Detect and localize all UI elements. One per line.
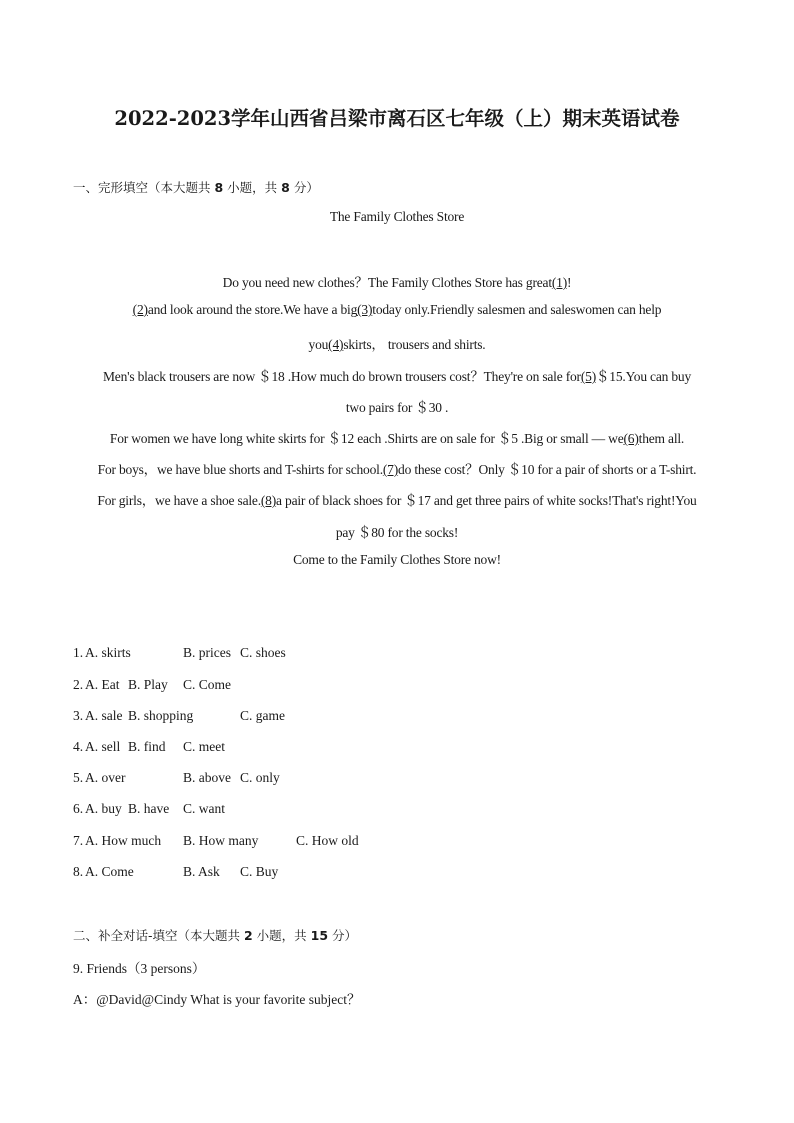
passage-line <box>0 427 794 447</box>
option-b: B. Ask <box>183 864 220 879</box>
blank-3: (3) <box>357 302 373 317</box>
section-2-heading <box>73 926 357 944</box>
passage-line <box>0 271 794 291</box>
passage-line <box>0 302 794 318</box>
question-number: 7. <box>73 833 84 848</box>
section-2-score: 15 <box>310 928 329 943</box>
blank-6: (6) <box>623 431 639 446</box>
section-1-label-mid: 小题，共 <box>223 180 282 195</box>
passage-text: ! <box>567 275 572 290</box>
passage-text: Do you need new clothes？The Family Clothes Store has great <box>222 275 552 290</box>
section-2-label-mid: 小题，共 <box>252 928 311 943</box>
option-a: A. over <box>85 770 126 785</box>
passage-text: For girls，we have a shoe sale. <box>97 493 261 508</box>
option-a: A. skirts <box>85 645 131 660</box>
option-b: B. have <box>128 801 170 816</box>
option-b: B. How many <box>183 833 259 848</box>
passage-line <box>0 365 794 385</box>
passage-text: today only.Friendly salesmen and saleswomen can help <box>372 302 662 317</box>
passage-text: a pair of black shoes for ＄17 and get three pairs of white socks!That's right!You <box>276 493 697 508</box>
option-c: C. Buy <box>240 864 279 879</box>
blank-5: (5) <box>580 369 596 384</box>
option-a: A. How much <box>85 833 162 848</box>
passage-text: you <box>308 337 329 352</box>
passage-text: and look around the store.We have a big <box>147 302 358 317</box>
passage-text: For women we have long white skirts for ＄12 each .Shirts are on sale for ＄5 .Big or small — we <box>109 431 624 446</box>
passage-text: do these cost？Only ＄10 for a pair of shorts or a T-shirt. <box>398 462 697 477</box>
option-c: C. meet <box>183 739 225 754</box>
blank-1: (1) <box>551 275 568 290</box>
option-b: B. Play <box>128 677 168 692</box>
passage-text: skirts， trousers and shirts. <box>343 337 486 352</box>
question-number: 4. <box>73 739 84 754</box>
blank-4: (4) <box>328 337 344 352</box>
question-number: 2. <box>73 677 84 692</box>
option-b: B. find <box>128 739 166 754</box>
section-1-score: 8 <box>281 180 290 195</box>
section-1-heading <box>73 178 319 196</box>
passage-heading: The Family Clothes Store <box>329 209 465 224</box>
option-a: A. sell <box>85 739 121 754</box>
passage-line: two pairs for ＄30 . <box>345 400 449 415</box>
section-2-count: 2 <box>244 928 253 943</box>
passage-text: ＄15.You can buy <box>596 369 692 384</box>
question-number: 6. <box>73 801 84 816</box>
option-c: C. shoes <box>240 645 286 660</box>
blank-8: (8) <box>260 493 277 508</box>
blank-2: (2) <box>132 302 148 317</box>
blank-7: (7) <box>382 462 399 477</box>
question-9-heading: 9. Friends（3 persons） <box>73 961 206 976</box>
option-c: C. game <box>240 708 285 723</box>
section-1-label: 一、完形填空（本大题共 <box>73 180 215 195</box>
option-a: A. Come <box>85 864 134 879</box>
option-c: C. Come <box>183 677 232 692</box>
passage-text: them all. <box>638 431 685 446</box>
option-b: B. shopping <box>128 708 194 723</box>
question-number: 3. <box>73 708 84 723</box>
option-c: C. How old <box>296 833 359 848</box>
option-a: A. Eat <box>85 677 120 692</box>
section-2-label-post: 分） <box>328 928 358 943</box>
option-c: C. want <box>183 801 225 816</box>
passage-line <box>0 333 794 353</box>
option-b: B. prices <box>183 645 231 660</box>
passage-line: pay ＄80 for the socks! <box>335 525 459 540</box>
passage-line <box>0 489 794 509</box>
passage-line: Come to the Family Clothes Store now! <box>293 552 501 567</box>
option-b: B. above <box>183 770 231 785</box>
section-1-count: 8 <box>214 180 224 195</box>
question-number: 8. <box>73 864 84 879</box>
section-2-label: 二、补全对话-填空（本大题共 <box>73 928 244 943</box>
passage-text: For boys，we have blue shorts and T-shirts for school. <box>97 462 383 477</box>
page-title: 2022-2023学年山西省吕梁市离石区七年级（上）期末英语试卷 <box>114 107 680 130</box>
passage-line <box>0 458 794 478</box>
option-a: A. sale <box>85 708 123 723</box>
option-c: C. only <box>240 770 280 785</box>
question-number: 1. <box>73 645 84 660</box>
option-a: A. buy <box>85 801 122 816</box>
passage-text: Men's black trousers are now ＄18 .How much do brown trousers cost？They're on sale for <box>102 369 581 384</box>
dialogue-line: A：@David@Cindy What is your favorite subject？ <box>73 992 361 1007</box>
section-1-label-post: 分） <box>289 180 319 195</box>
question-number: 5. <box>73 770 84 785</box>
